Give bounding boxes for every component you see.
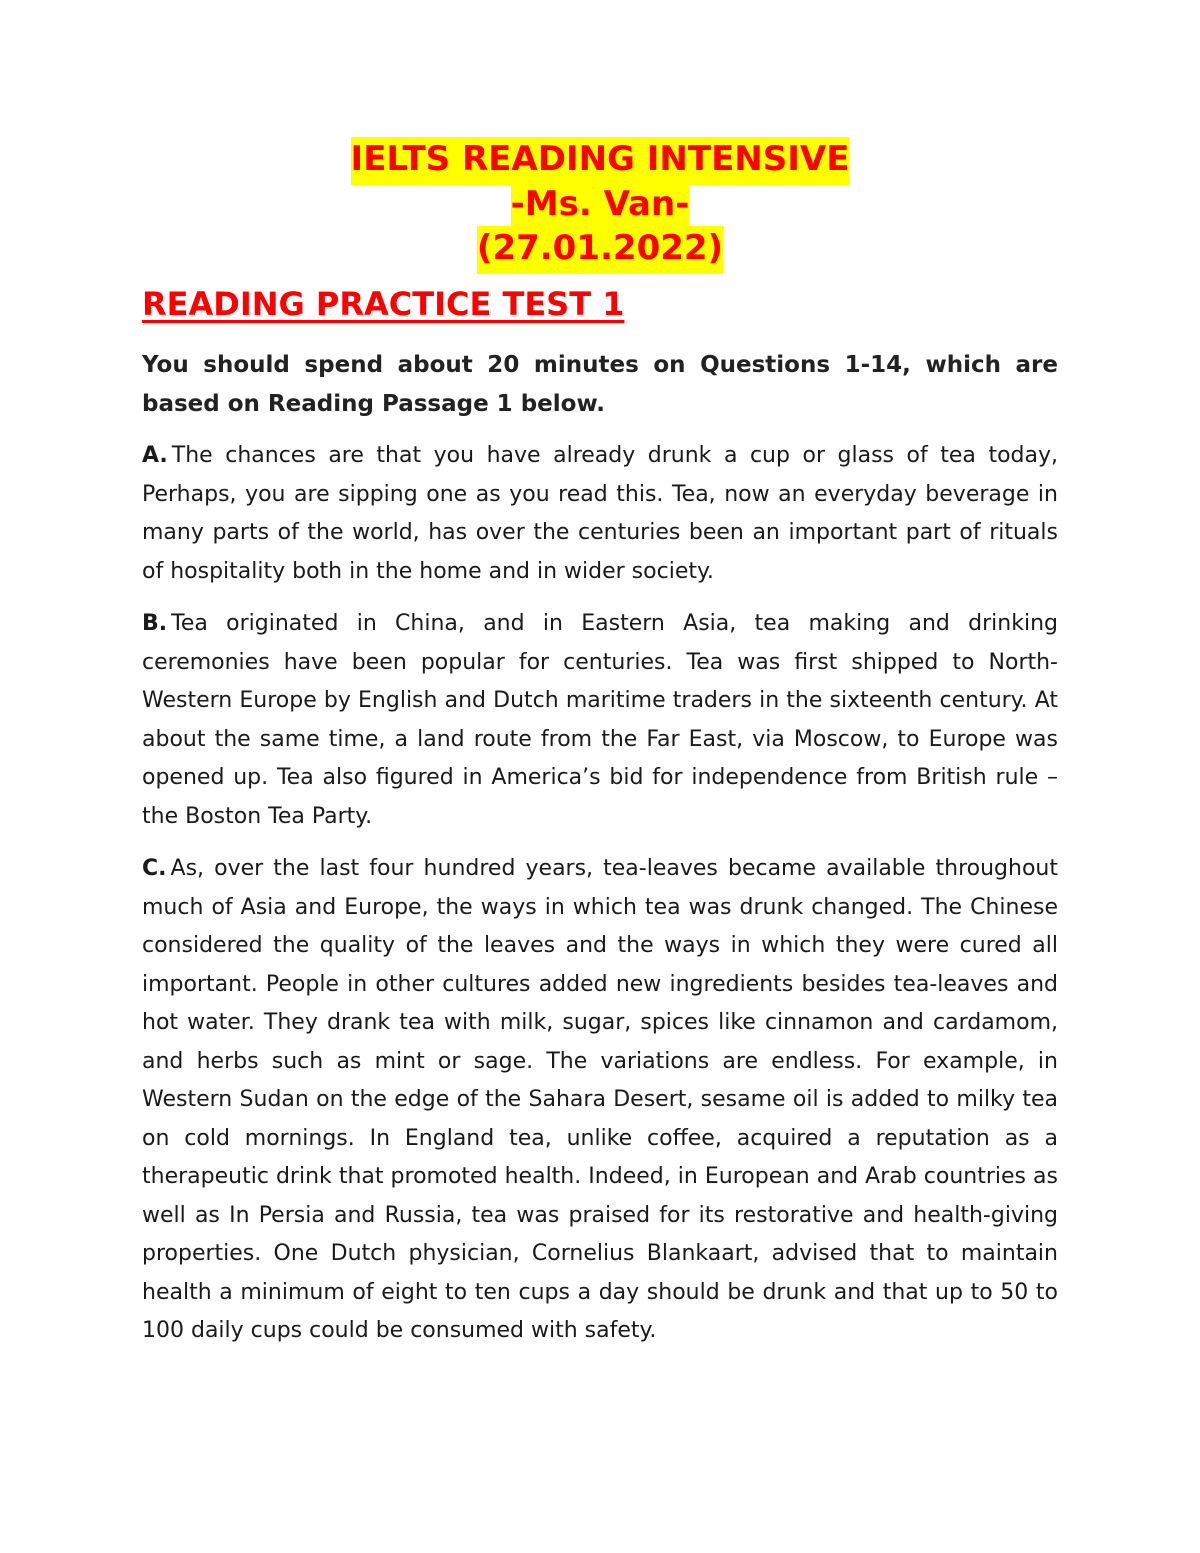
test-title: READING PRACTICE TEST 1 [142,285,625,323]
paragraph-c [142,850,1058,1351]
paragraph-a [142,437,1058,591]
paragraph-text: As, over the last four hundred years, tea-leaves became available throughout much of Asia and Europe, the ways in which tea was drunk changed. The Chinese considered the quality of the leaves and the ways in which they were cured all important. People in other cultures added new ingredients besides tea-leaves and hot water. They drank tea with milk, sugar, spices like cinnamon and cardamom, and herbs such as mint or sage. The variations are endless. For example, in Western Sudan on the edge of the Sahara Desert, sesame oil is added to milky tea on cold mornings. In England tea, unlike coffee, acquired a reputation as a therapeutic drink that promoted health. Indeed, in European and Arab countries as well as In Persia and Russia, tea was praised for its restorative and health-giving properties. One Dutch physician, Cornelius Blankaart, advised that to maintain health a minimum of eight to ten cups a day should be drunk and that up to 50 to 100 daily cups could be consumed with safety. [142,856,1058,1344]
course-title: IELTS READING INTENSIVE [351,137,850,185]
lesson-date-line [142,228,1058,268]
paragraph-text: The chances are that you have already drunk a cup or glass of tea today, Perhaps, you are sipping one as you read this. Tea, now an everyday beverage in many parts of the world, has over the centuries been an important part of rituals of hospitality both in the home and in wider society. [142,443,1058,584]
document-page [142,140,1058,1351]
instruction-text: You should spend about 20 minutes on Questions 1-14, which are based on Reading Passage 1 below. [142,352,1058,417]
paragraph-letter: A. [142,443,168,469]
teacher-name: -Ms. Van- [511,182,690,230]
lesson-date: (27.01.2022) [477,226,723,274]
paragraph-letter: B. [142,611,168,637]
course-title-line [142,139,1058,179]
teacher-name-line [142,184,1058,224]
paragraph-text: Tea originated in China, and in Eastern Asia, tea making and drinking ceremonies have been popular for centuries. Tea was first shipped to North-Western Europe by English and Dutch maritime traders in the sixteenth century. At about the same time, a land route from the Far East, via Moscow, to Europe was opened up. Tea also figured in America’s bid for independence from British rule – the Boston Tea Party. [142,611,1058,829]
paragraph-b [142,605,1058,836]
paragraph-letter: C. [142,856,167,882]
document-header [142,139,1058,268]
